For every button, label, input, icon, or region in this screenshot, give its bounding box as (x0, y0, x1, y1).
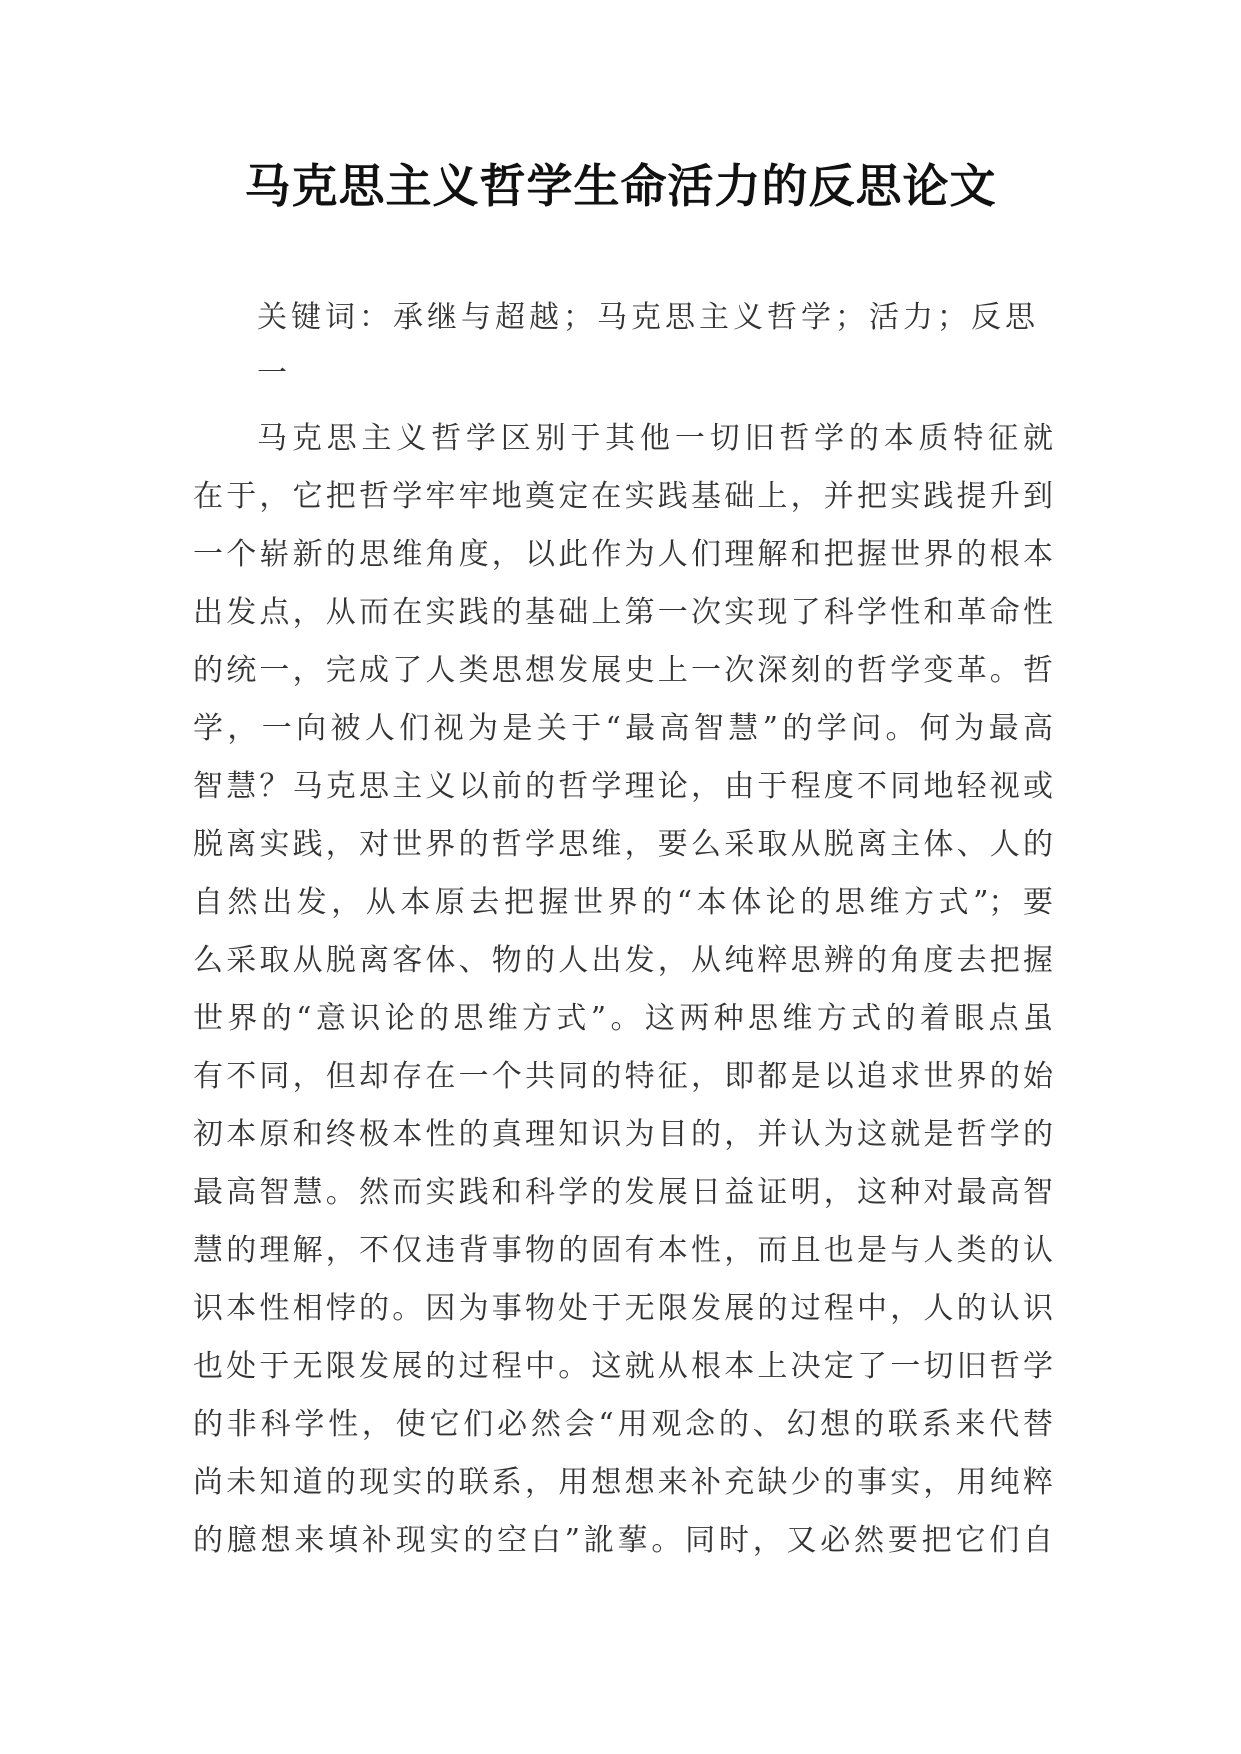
paragraph-line: 智慧？马克思主义以前的哲学理论，由于程度不同地轻视或 (193, 769, 1053, 804)
paragraph-line: 一个崭新的思维角度，以此作为人们理解和把握世界的根本 (193, 537, 1053, 572)
paragraph-line: 世界的“意识论的思维方式”。这两种思维方式的着眼点虽 (193, 1001, 1053, 1036)
paragraph-line: 么采取从脱离客体、物的人出发，从纯粹思辨的角度去把握 (193, 943, 1053, 978)
section-number: 一 (257, 356, 287, 391)
document-title: 马克思主义哲学生命活力的反思论文 (244, 159, 997, 213)
paragraph-line: 有不同，但却存在一个共同的特征，即都是以追求世界的始 (193, 1059, 1053, 1094)
body-paragraph (193, 410, 1053, 1570)
paragraph-line: 脱离实践，对世界的哲学思维，要么采取从脱离主体、人的 (193, 827, 1053, 862)
paragraph-line: 的非科学性，使它们必然会“用观念的、幻想的联系来代替 (193, 1407, 1053, 1442)
paragraph-line: 在于，它把哲学牢牢地奠定在实践基础上，并把实践提升到 (193, 479, 1053, 514)
paragraph-line: 的统一，完成了人类思想发展史上一次深刻的哲学变革。哲 (193, 653, 1053, 688)
paragraph-line: 的臆想来填补现实的空白”訛蒘。同时，又必然要把它们自 (193, 1523, 1053, 1558)
paragraph-line: 尚未知道的现实的联系，用想想来补充缺少的事实，用纯粹 (193, 1465, 1053, 1500)
paragraph-line: 识本性相悖的。因为事物处于无限发展的过程中，人的认识 (193, 1291, 1053, 1326)
paragraph-line: 马克思主义哲学区别于其他一切旧哲学的本质特征就 (257, 421, 1053, 456)
paragraph-line: 学，一向被人们视为是关于“最高智慧”的学问。何为最高 (193, 711, 1053, 746)
paragraph-line: 慧的理解，不仅违背事物的固有本性，而且也是与人类的认 (193, 1233, 1053, 1268)
paragraph-line: 出发点，从而在实践的基础上第一次实现了科学性和革命性 (193, 595, 1053, 630)
paragraph-line: 自然出发，从本原去把握世界的“本体论的思维方式”；要 (193, 885, 1053, 920)
paragraph-line: 最高智慧。然而实践和科学的发展日益证明，这种对最高智 (193, 1175, 1053, 1210)
keywords-line: 关键词：承继与超越；马克思主义哲学；活力；反思 (257, 300, 1039, 335)
paragraph-line: 初本原和终极本性的真理知识为目的，并认为这就是哲学的 (193, 1117, 1053, 1152)
paragraph-line: 也处于无限发展的过程中。这就从根本上决定了一切旧哲学 (193, 1349, 1053, 1384)
